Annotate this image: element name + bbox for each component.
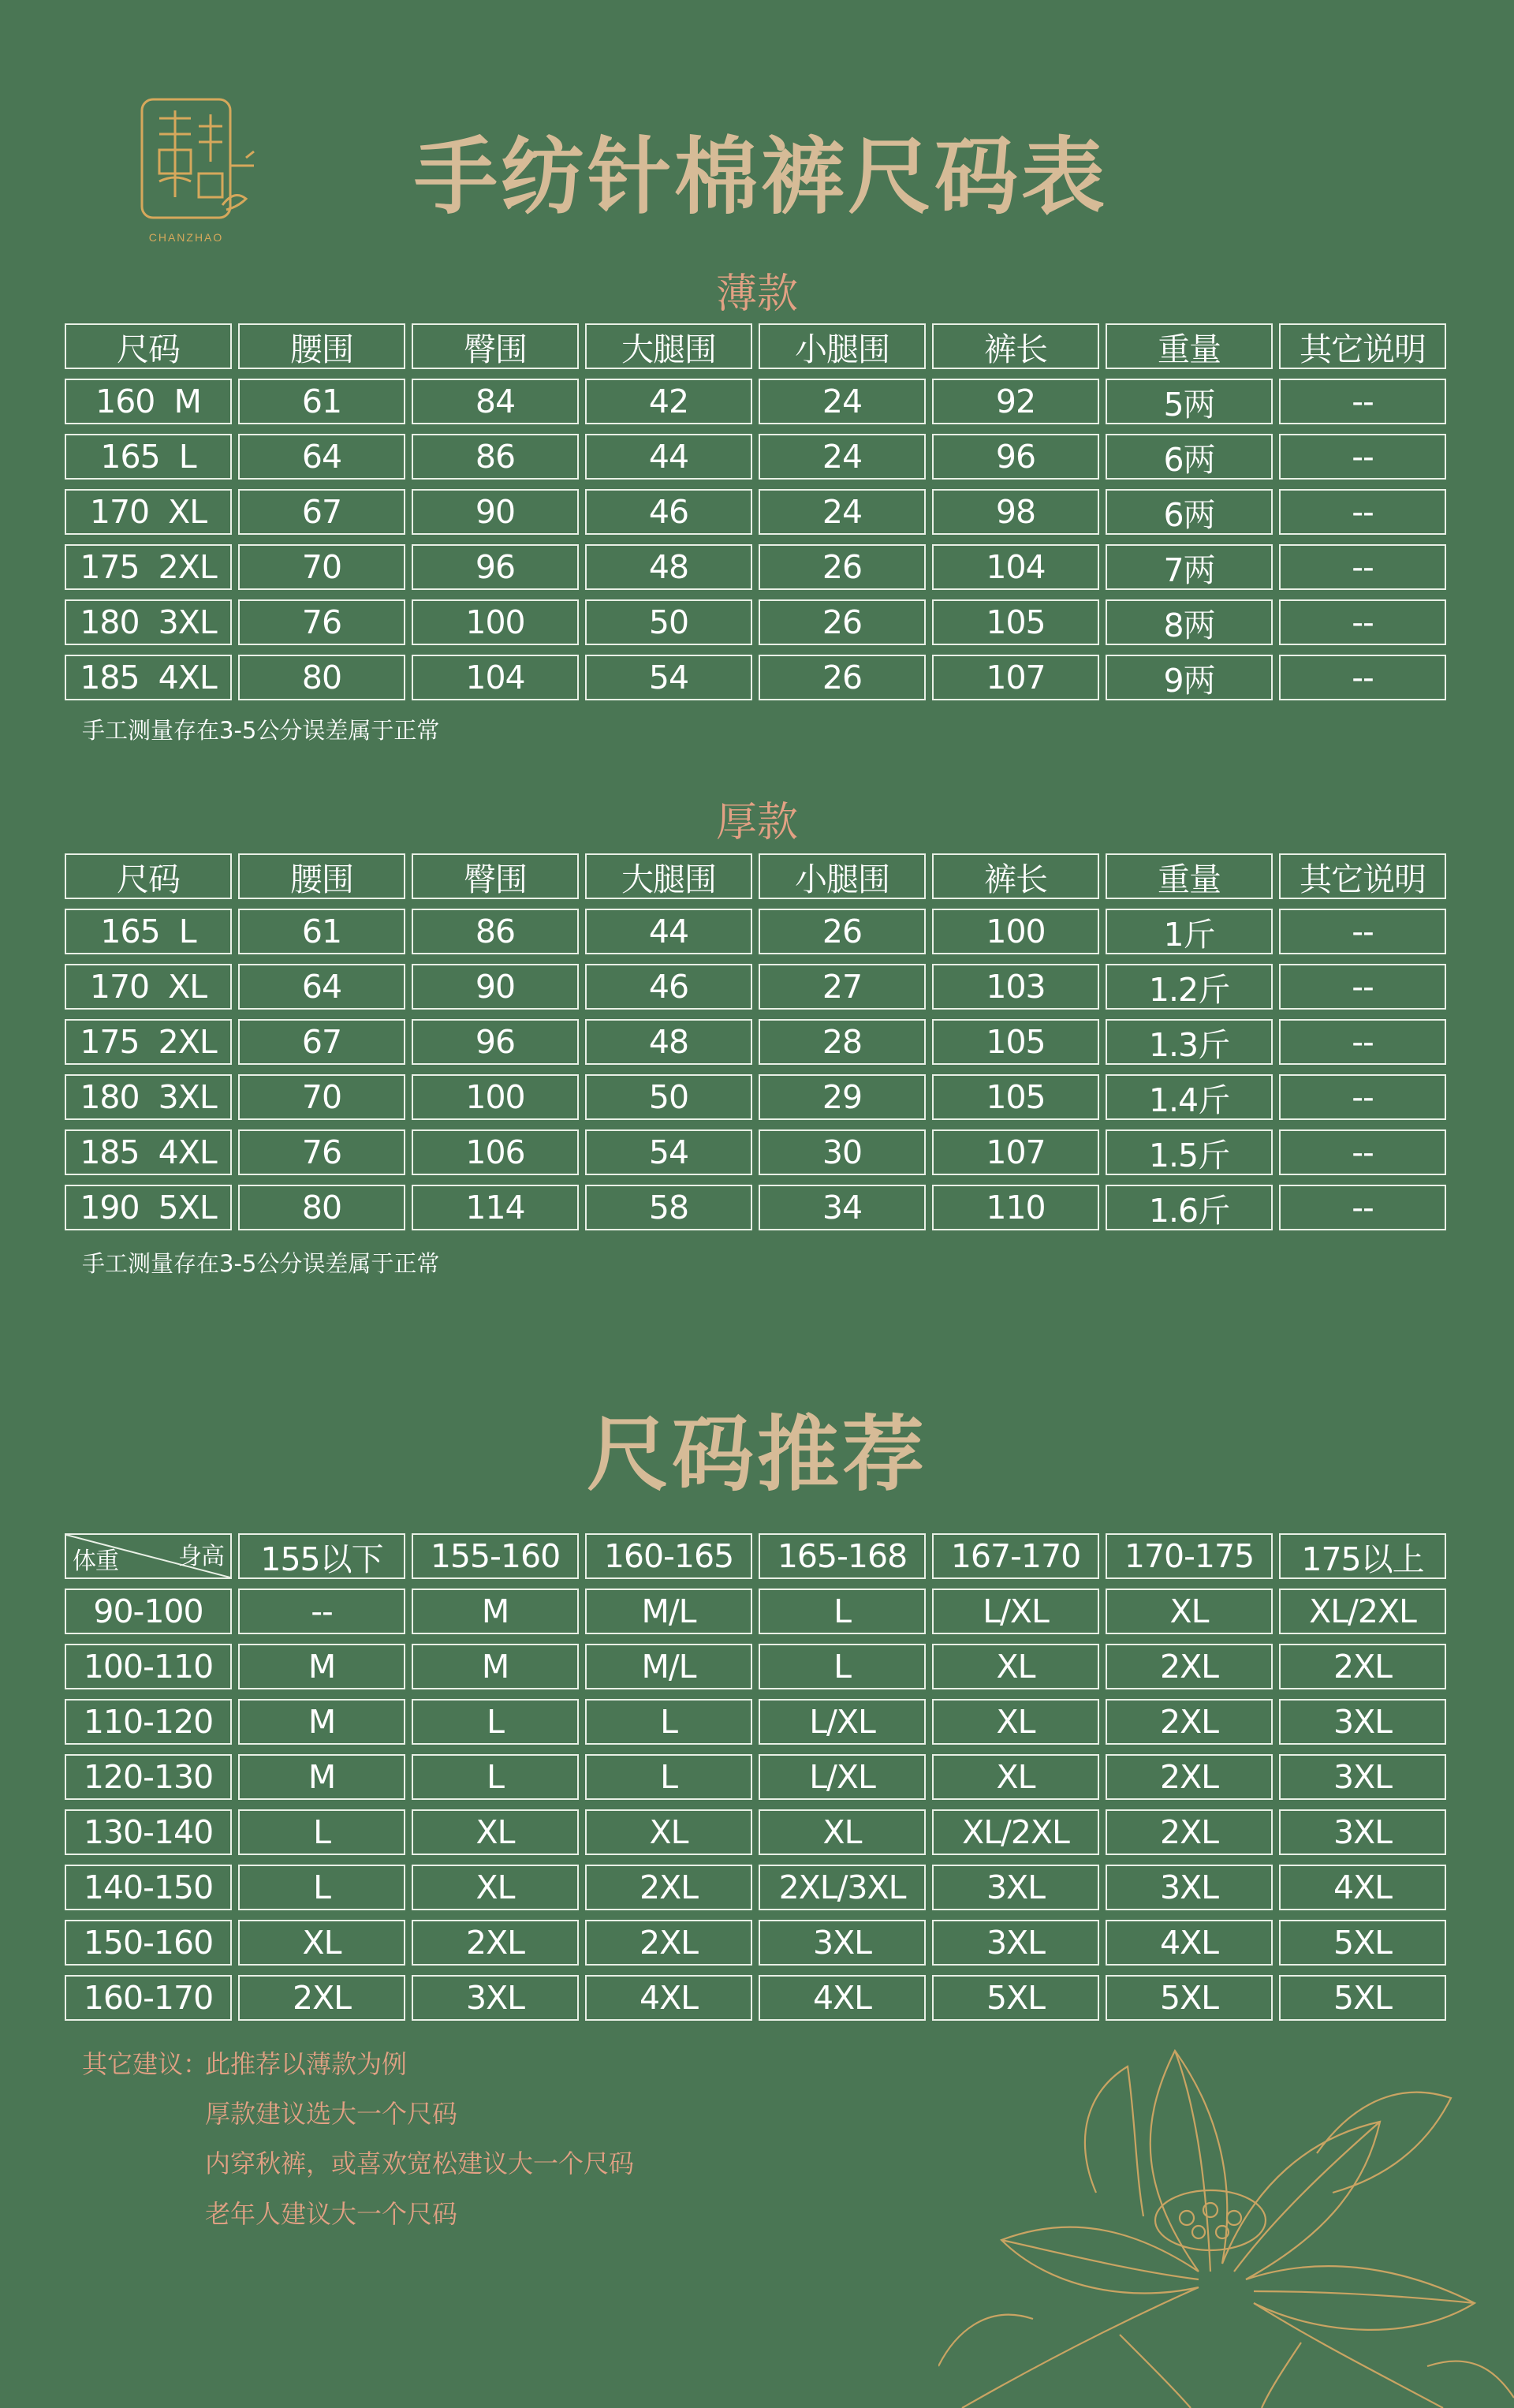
table-cell: XL bbox=[1106, 1589, 1273, 1634]
table-cell: 90 bbox=[412, 964, 579, 1010]
table-cell: 58 bbox=[585, 1185, 752, 1230]
table-cell: 6两 bbox=[1106, 489, 1273, 535]
table-cell: 3XL bbox=[1106, 1865, 1273, 1910]
weight-range-cell: 110-120 bbox=[65, 1699, 232, 1745]
table-header-cell: 尺码 bbox=[65, 323, 232, 369]
table-header-cell: 重量 bbox=[1106, 323, 1273, 369]
table-cell: 24 bbox=[759, 379, 926, 424]
table-cell: 185 4XL bbox=[65, 655, 232, 700]
table-cell: 2XL/3XL bbox=[759, 1865, 926, 1910]
table-header-cell: 裤长 bbox=[932, 323, 1099, 369]
table-header-cell: 其它说明 bbox=[1279, 853, 1446, 899]
table-cell: 34 bbox=[759, 1185, 926, 1230]
table-cell: 70 bbox=[238, 544, 405, 590]
table-cell: 4XL bbox=[759, 1975, 926, 2021]
table-cell: 64 bbox=[238, 964, 405, 1010]
table-cell: 2XL bbox=[1106, 1809, 1273, 1855]
table-cell: 1.3斤 bbox=[1106, 1019, 1273, 1065]
corner-header-cell bbox=[65, 1533, 232, 1579]
table-cell: M bbox=[238, 1644, 405, 1689]
table-cell: 180 3XL bbox=[65, 599, 232, 645]
table-cell: XL bbox=[412, 1809, 579, 1855]
table-cell: -- bbox=[1279, 599, 1446, 645]
table-cell: L bbox=[759, 1589, 926, 1634]
table-cell: L bbox=[585, 1754, 752, 1800]
table-cell: -- bbox=[1279, 1129, 1446, 1175]
table-cell: 103 bbox=[932, 964, 1099, 1010]
table-cell: 26 bbox=[759, 655, 926, 700]
table-cell: XL bbox=[932, 1644, 1099, 1689]
thin-section-title: 薄款 bbox=[715, 271, 798, 318]
table-cell: L/XL bbox=[759, 1699, 926, 1745]
table-cell: 6两 bbox=[1106, 434, 1273, 480]
table-header-cell: 160-165 bbox=[585, 1533, 752, 1579]
table-cell: 160 M bbox=[65, 379, 232, 424]
table-cell: 170 XL bbox=[65, 489, 232, 535]
table-cell: M bbox=[238, 1754, 405, 1800]
table-header-cell: 小腿围 bbox=[759, 853, 926, 899]
table-header-cell: 155以下 bbox=[238, 1533, 405, 1579]
table-cell: 100 bbox=[412, 599, 579, 645]
weight-range-cell: 120-130 bbox=[65, 1754, 232, 1800]
table-cell: 30 bbox=[759, 1129, 926, 1175]
table-cell: 2XL bbox=[1106, 1644, 1273, 1689]
table-cell: XL/2XL bbox=[932, 1809, 1099, 1855]
advice-label: 其它建议： bbox=[82, 2049, 209, 2079]
table-cell: 26 bbox=[759, 599, 926, 645]
table-cell: 165 L bbox=[65, 909, 232, 954]
table-cell: 105 bbox=[932, 1019, 1099, 1065]
table-cell: XL/2XL bbox=[1279, 1589, 1446, 1634]
table-cell: 5XL bbox=[1279, 1920, 1446, 1966]
table-header-cell: 大腿围 bbox=[585, 853, 752, 899]
table-cell: XL bbox=[585, 1809, 752, 1855]
table-cell: 67 bbox=[238, 1019, 405, 1065]
table-cell: M bbox=[412, 1589, 579, 1634]
table-cell: 114 bbox=[412, 1185, 579, 1230]
table-cell: 175 2XL bbox=[65, 544, 232, 590]
table-cell: 24 bbox=[759, 489, 926, 535]
table-header-cell: 小腿围 bbox=[759, 323, 926, 369]
table-cell: 84 bbox=[412, 379, 579, 424]
table-cell: 44 bbox=[585, 434, 752, 480]
table-cell: 2XL bbox=[1106, 1699, 1273, 1745]
table-cell: 1.2斤 bbox=[1106, 964, 1273, 1010]
table-cell: -- bbox=[1279, 1185, 1446, 1230]
table-cell: 7两 bbox=[1106, 544, 1273, 590]
table-cell: 50 bbox=[585, 599, 752, 645]
table-cell: L bbox=[238, 1865, 405, 1910]
table-cell: 86 bbox=[412, 909, 579, 954]
table-cell: XL bbox=[759, 1809, 926, 1855]
table-cell: 44 bbox=[585, 909, 752, 954]
table-cell: -- bbox=[238, 1589, 405, 1634]
table-cell: -- bbox=[1279, 655, 1446, 700]
advice-line: 老年人建议大一个尺码 bbox=[205, 2199, 458, 2229]
table-cell: 104 bbox=[412, 655, 579, 700]
table-cell: 4XL bbox=[585, 1975, 752, 2021]
table-cell: XL bbox=[412, 1865, 579, 1910]
table-cell: 48 bbox=[585, 544, 752, 590]
table-cell: 1.4斤 bbox=[1106, 1074, 1273, 1120]
logo-text: CHANZHAO bbox=[148, 231, 224, 244]
table-cell: 8两 bbox=[1106, 599, 1273, 645]
table-cell: 5XL bbox=[1106, 1975, 1273, 2021]
table-cell: -- bbox=[1279, 1019, 1446, 1065]
table-cell: L bbox=[412, 1699, 579, 1745]
table-cell: -- bbox=[1279, 544, 1446, 590]
table-cell: 107 bbox=[932, 1129, 1099, 1175]
table-cell: 54 bbox=[585, 655, 752, 700]
table-cell: 96 bbox=[412, 544, 579, 590]
weight-range-cell: 90-100 bbox=[65, 1589, 232, 1634]
weight-range-cell: 130-140 bbox=[65, 1809, 232, 1855]
thick-size-table bbox=[65, 853, 1446, 1230]
table-cell: 3XL bbox=[932, 1920, 1099, 1966]
weight-range-cell: 150-160 bbox=[65, 1920, 232, 1966]
table-cell: 2XL bbox=[238, 1975, 405, 2021]
table-cell: 26 bbox=[759, 909, 926, 954]
table-cell: -- bbox=[1279, 909, 1446, 954]
table-cell: 175 2XL bbox=[65, 1019, 232, 1065]
table-header-cell: 170-175 bbox=[1106, 1533, 1273, 1579]
table-cell: 1.6斤 bbox=[1106, 1185, 1273, 1230]
table-cell: 105 bbox=[932, 1074, 1099, 1120]
corner-weight-label: 体重 bbox=[73, 1547, 118, 1575]
table-cell: 67 bbox=[238, 489, 405, 535]
recommend-table bbox=[65, 1533, 1446, 2021]
table-cell: 5XL bbox=[1279, 1975, 1446, 2021]
table-cell: XL bbox=[932, 1754, 1099, 1800]
table-header-cell: 155-160 bbox=[412, 1533, 579, 1579]
table-header-cell: 175以上 bbox=[1279, 1533, 1446, 1579]
table-cell: L bbox=[759, 1644, 926, 1689]
table-cell: 104 bbox=[932, 544, 1099, 590]
table-cell: 80 bbox=[238, 1185, 405, 1230]
thick-section-title: 厚款 bbox=[715, 799, 798, 846]
table-header-cell: 臀围 bbox=[412, 853, 579, 899]
table-cell: 5XL bbox=[932, 1975, 1099, 2021]
table-cell: 100 bbox=[412, 1074, 579, 1120]
table-cell: 3XL bbox=[1279, 1699, 1446, 1745]
table-cell: 64 bbox=[238, 434, 405, 480]
table-cell: M bbox=[238, 1699, 405, 1745]
table-cell: 76 bbox=[238, 1129, 405, 1175]
table-cell: 190 5XL bbox=[65, 1185, 232, 1230]
advice-line: 厚款建议选大一个尺码 bbox=[205, 2099, 458, 2129]
table-header-cell: 尺码 bbox=[65, 853, 232, 899]
table-cell: 98 bbox=[932, 489, 1099, 535]
table-cell: 46 bbox=[585, 489, 752, 535]
table-cell: 80 bbox=[238, 655, 405, 700]
table-cell: -- bbox=[1279, 964, 1446, 1010]
table-cell: 61 bbox=[238, 379, 405, 424]
table-cell: 4XL bbox=[1106, 1920, 1273, 1966]
table-cell: 54 bbox=[585, 1129, 752, 1175]
table-cell: 61 bbox=[238, 909, 405, 954]
table-cell: 3XL bbox=[759, 1920, 926, 1966]
table-cell: L bbox=[585, 1699, 752, 1745]
lotus-illustration bbox=[938, 2035, 1514, 2408]
table-cell: 96 bbox=[412, 1019, 579, 1065]
table-cell: 42 bbox=[585, 379, 752, 424]
table-cell: M/L bbox=[585, 1644, 752, 1689]
table-cell: 24 bbox=[759, 434, 926, 480]
table-cell: 106 bbox=[412, 1129, 579, 1175]
table-cell: 4XL bbox=[1279, 1865, 1446, 1910]
thin-size-table bbox=[65, 323, 1446, 700]
table-cell: M/L bbox=[585, 1589, 752, 1634]
table-cell: 28 bbox=[759, 1019, 926, 1065]
table-cell: 29 bbox=[759, 1074, 926, 1120]
table-cell: -- bbox=[1279, 489, 1446, 535]
table-cell: L/XL bbox=[932, 1589, 1099, 1634]
table-cell: 76 bbox=[238, 599, 405, 645]
table-cell: 1斤 bbox=[1106, 909, 1273, 954]
table-cell: 27 bbox=[759, 964, 926, 1010]
table-cell: 3XL bbox=[412, 1975, 579, 2021]
table-cell: 50 bbox=[585, 1074, 752, 1120]
advice-line: 此推荐以薄款为例 bbox=[205, 2049, 408, 2079]
table-cell: 170 XL bbox=[65, 964, 232, 1010]
table-cell: L bbox=[412, 1754, 579, 1800]
table-cell: 1.5斤 bbox=[1106, 1129, 1273, 1175]
table-cell: 2XL bbox=[1106, 1754, 1273, 1800]
page-title: 手纺针棉裤尺码表 bbox=[414, 127, 1108, 226]
table-header-cell: 重量 bbox=[1106, 853, 1273, 899]
table-cell: 3XL bbox=[1279, 1809, 1446, 1855]
table-cell: 96 bbox=[932, 434, 1099, 480]
thin-note: 手工测量存在3-5公分误差属于正常 bbox=[82, 717, 440, 744]
table-cell: 86 bbox=[412, 434, 579, 480]
table-cell: 2XL bbox=[1279, 1644, 1446, 1689]
table-cell: 26 bbox=[759, 544, 926, 590]
table-cell: 2XL bbox=[585, 1920, 752, 1966]
table-cell: -- bbox=[1279, 1074, 1446, 1120]
table-cell: 2XL bbox=[412, 1920, 579, 1966]
weight-range-cell: 100-110 bbox=[65, 1644, 232, 1689]
table-cell: 180 3XL bbox=[65, 1074, 232, 1120]
table-header-cell: 腰围 bbox=[238, 323, 405, 369]
table-cell: 5两 bbox=[1106, 379, 1273, 424]
table-cell: 92 bbox=[932, 379, 1099, 424]
table-cell: M bbox=[412, 1644, 579, 1689]
table-cell: 165 L bbox=[65, 434, 232, 480]
table-cell: 2XL bbox=[585, 1865, 752, 1910]
table-header-cell: 腰围 bbox=[238, 853, 405, 899]
weight-range-cell: 140-150 bbox=[65, 1865, 232, 1910]
table-cell: 110 bbox=[932, 1185, 1099, 1230]
table-header-cell: 大腿围 bbox=[585, 323, 752, 369]
table-cell: 107 bbox=[932, 655, 1099, 700]
recommend-title: 尺码推荐 bbox=[586, 1406, 927, 1503]
table-cell: 70 bbox=[238, 1074, 405, 1120]
thick-note: 手工测量存在3-5公分误差属于正常 bbox=[82, 1250, 440, 1277]
table-header-cell: 165-168 bbox=[759, 1533, 926, 1579]
table-cell: 3XL bbox=[1279, 1754, 1446, 1800]
table-cell: 90 bbox=[412, 489, 579, 535]
table-header-cell: 其它说明 bbox=[1279, 323, 1446, 369]
table-cell: L/XL bbox=[759, 1754, 926, 1800]
table-header-cell: 裤长 bbox=[932, 853, 1099, 899]
advice-line: 内穿秋裤，或喜欢宽松建议大一个尺码 bbox=[205, 2149, 635, 2178]
table-header-cell: 167-170 bbox=[932, 1533, 1099, 1579]
table-header-cell: 臀围 bbox=[412, 323, 579, 369]
table-cell: 185 4XL bbox=[65, 1129, 232, 1175]
weight-range-cell: 160-170 bbox=[65, 1975, 232, 2021]
table-cell: 3XL bbox=[932, 1865, 1099, 1910]
table-cell: XL bbox=[238, 1920, 405, 1966]
table-cell: 48 bbox=[585, 1019, 752, 1065]
table-cell: L bbox=[238, 1809, 405, 1855]
table-cell: 105 bbox=[932, 599, 1099, 645]
table-cell: 46 bbox=[585, 964, 752, 1010]
corner-height-label: 身高 bbox=[178, 1543, 224, 1570]
table-cell: 100 bbox=[932, 909, 1099, 954]
table-cell: 9两 bbox=[1106, 655, 1273, 700]
table-cell: -- bbox=[1279, 434, 1446, 480]
table-cell: -- bbox=[1279, 379, 1446, 424]
table-cell: XL bbox=[932, 1699, 1099, 1745]
